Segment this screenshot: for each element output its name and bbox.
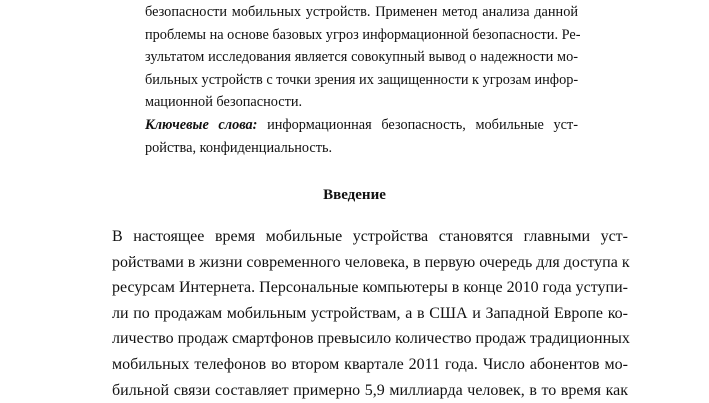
abstract-line: безопасности мобильных устройств. Применен метод анализа данной (145, 4, 578, 20)
section-body (112, 224, 628, 403)
keywords-line (145, 114, 578, 137)
body-line: мобильных телефонов во втором квартале 2011 года. Число абонентов мо- (112, 355, 628, 373)
abstract-line: мационной безопасности. (145, 94, 303, 111)
body-line: В настоящее время мобильные устройства становятся главными уст- (112, 228, 628, 245)
body-line: ройствами в жизни современного человека, в первую очередь для доступа к (112, 253, 630, 271)
keywords-text: информационная безопасность, мобильные уст- (267, 116, 578, 133)
abstract-line: проблемы на основе базовых угроз информационной безопасности. Ре- (145, 26, 581, 43)
abstract-line: бильных устройств с точки зрения их защищенности к угрозам инфор- (145, 71, 579, 88)
abstract-line: зультатом исследования является совокупный вывод о надежности мо- (145, 49, 578, 66)
body-line: ли по продажам мобильным устройствам, а в США и Западной Европе ко- (112, 304, 628, 322)
section-heading: Введение (323, 187, 386, 203)
keywords-line-continued: ройства, конфиденциальность. (145, 139, 333, 156)
body-line: бильной связи составляет примерно 5,9 миллиарда человек, в то время как (112, 381, 628, 399)
body-line: ресурсам Интернета. Персональные компьютеры в конце 2010 года уступи- (112, 279, 628, 297)
body-line: личество продаж смартфонов превысило количество продаж традиционных (112, 330, 630, 348)
abstract-block (145, 1, 581, 159)
keywords-label: Ключевые слова: (145, 116, 258, 133)
